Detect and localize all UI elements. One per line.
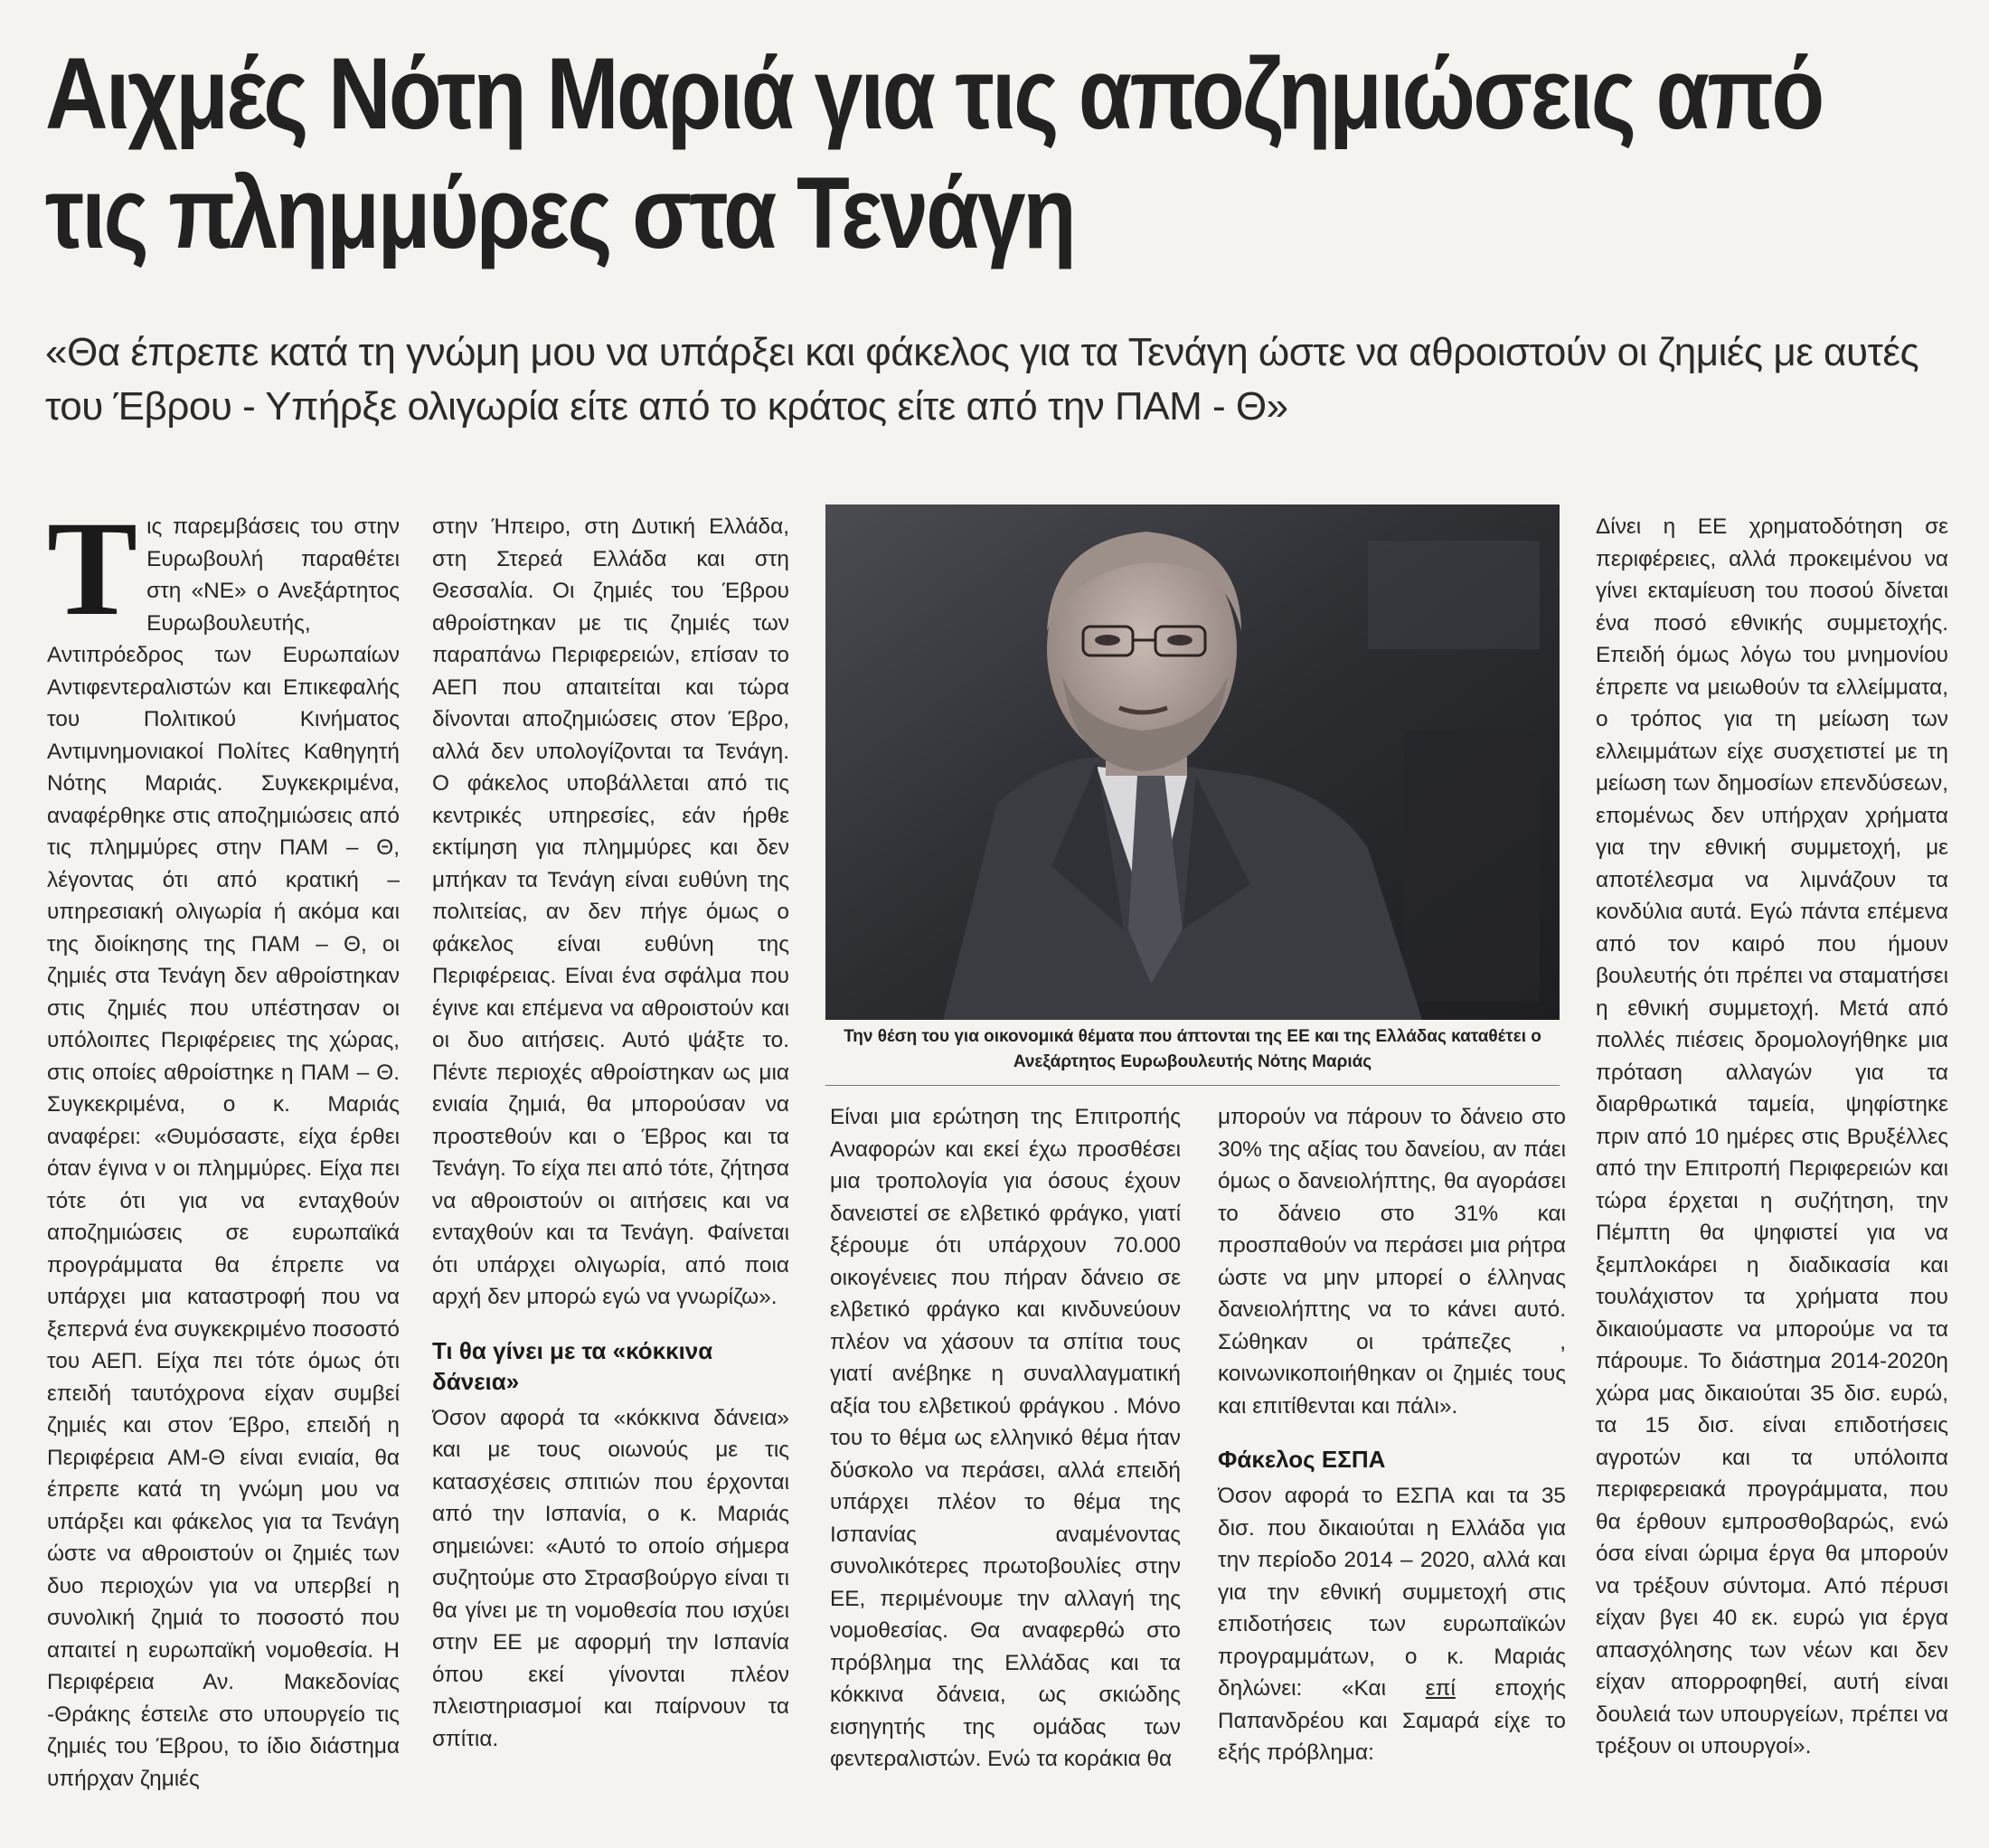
column-3-paragraph: Είναι μια ερώτηση της Επιτροπής Αναφορών και εκεί έχω προσθέσει μια τροπολογία για όσους έχουν δανειστεί σε ελβετικό φράγκο, γιατί ξέρουμε ότι υπάρχουν 70.000 οικογένειες που πήραν δάνειο σε ελβετικό φράγκο και κινδυνεύουν πλέον να χάσουν τα σπίτια τους γιατί ανέβηκε η συναλλαγματική αξία του ελβετικού φράγκου . Μόνο του το θέμα ως ελληνικό θέμα ήταν δύσκολο να περάσει, αλλά επειδή υπάρχει πλέον το θέμα της Ισπανίας αναμένοντας συνολικότερες πρωτοβουλίες στην ΕΕ, περιμένουμε την αλλαγή της νομοθεσίας. Θα αναφερθώ στο πρόβλημα της Ελλάδας και τα κόκκινα δάνεια, ως σκιώδης εισηγητής της ομάδας των φεντεραλιστών. Ενώ τα κοράκια θα [830,1105,1181,1771]
espa-paragraph [1218,1480,1566,1769]
espa-underlined-word: επί [1425,1676,1456,1701]
espa-text-end: εποχής Παπανδρέου και Σαμαρά είχε το εξής πρόβλημα: [1218,1676,1566,1765]
portrait-photo-icon [825,504,1560,1020]
lead-text: ις παρεμβάσεις του στην Ευρωβουλή παραθέτει στη «ΝΕ» ο Ανεξάρτητος Ευρωβουλευτής, Αντιπρόεδρος των Ευρωπαίων Αντιφεντεραλιστών και Επικεφαλής του Πολιτικού Κινήματος Αντιμνημονιακοί Πολίτες Καθηγητή Νότης Μαριάς. Συγκεκριμένα, αναφέρθηκε στις αποζημιώσεις από τις πλημμύρες στην ΠΑΜ – Θ, λέγοντας ότι από κρατική – υπηρεσιακή ολιγωρία ή ακόμα και της διοίκησης της ΠΑΜ – Θ, οι ζημιές στα Τενάγη δεν αθροίστηκαν στις ζημιές που υπέστησαν οι υπόλοιπες Περιφέρειες της χώρας, στις οποίες αθροίστηκε η ΠΑΜ – Θ. Συγκεκριμένα, ο κ. Μαριάς αναφέρει: «Θυμόσαστε, είχα έρθει όταν έγινα ν οι πλημμύρες. Είχα πει τότε ότι για να ενταχθούν αποζημιώσεις σε ευρωπαϊκά προγράμματα θα έπρεπε να υπάρχει μια καταστροφή που να ξεπερνά ένα συγκεκριμένο ποσοστό του ΑΕΠ. Είχα πει τότε όμως ότι επειδή ταυτόχρονα είχαν συμβεί ζημιές και στον Έβρο, επειδή η Περιφέρεια ΑΜ-Θ είναι ενιαία, θα έπρεπε κατά τη γνώμη μου να υπάρξει και φάκελος για τα Τενάγη ώστε να αθροιστούν οι ζημιές των δυο περιοχών για να υπερβεί η συνολική ζημιά το ποσοστό που απαιτεί η ευρωπαϊκή νομοθεσία. Η Περιφέρεια Αν. Μακεδονίας -Θράκης έστειλε στο υπουργείο τις ζημιές του Έβρου, το ίδιο διάστημα υπήρχαν ζημιές [47,514,400,1791]
photo-illustration [825,504,1560,1020]
lead-paragraph [47,511,400,1795]
red-loans-paragraph: Όσον αφορά τα «κόκκινα δάνεια» και με τους οιωνούς με τις κατασχέσεις σπιτιών που έρχονται από την Ισπανία, ο κ. Μαριάς σημειώνει: «Αυτό το οποίο σήμερα συζητούμε στο Στρασβούργο είναι τι θα γίνει με τη νομοθεσία που ισχύει στην ΕΕ με αφορμή την Ισπανία όπου εκεί γίνονται πλέον πλειστηριασμοί και παίρνουν τα σπίτια. [432,1405,789,1751]
espa-text-start: Όσον αφορά το ΕΣΠΑ και τα 35 δισ. που δικαιούται η Ελλάδα για την περίοδο 2014 – 2020, αλλά και για την εθνική συμμετοχή στις επιδοτήσεις των ευρωπαϊκών προγραμμάτων, ο κ. Μαριάς δηλώνει: «Και [1218,1484,1566,1701]
drop-cap: Τ [47,511,138,644]
column-2-paragraph: στην Ήπειρο, στη Δυτική Ελλάδα, στη Στερεά Ελλάδα και στη Θεσσαλία. Οι ζημιές του Έβρου αθροίστηκαν με τις ζημιές των παραπάνω Περιφερειών, επίσαν το ΑΕΠ που απαιτείται και τώρα δίνονται αποζημιώσεις στον Έβρο, αλλά δεν υπολογίζονται τα Τενάγη. Ο φάκελος υποβάλλεται από τις κεντρικές υπηρεσίες, εάν ήρθε εκτίμηση για πλημμύρες και δεν μπήκαν τα Τενάγη είναι ευθύνη της πολιτείας, αν δεν πήγε όμως ο φάκελος είναι ευθύνη της Περιφέρειας. Είναι ένα σφάλμα που έγινε και επέμενα να αθροιστούν και οι δυο αιτήσεις. Αυτό ψάξτε το. Πέντε περιοχές αθροίστηκαν ως μια ενιαία ζημιά, θα μπορούσαν να προστεθούν και ο Έβρος και τα Τενάγη. Το είχα πει από τότε, ζήτησα να αθροιστούν οι αιτήσεις και να ενταχθούν και τα Τενάγη. Φαίνεται ότι υπάρχει ολιγωρία, από ποια αρχή δεν μπορώ εγώ να γνωρίζω». [432,514,789,1309]
column-5 [1596,511,1948,1817]
photo-caption: Την θέση του για οικονομικά θέματα που άπτονται της ΕΕ και της Ελλάδας καταθέτει ο Ανεξάρτητος Ευρωβουλευτής Νότης Μαριάς [844,1027,1541,1071]
subtitle-espa-file: Φάκελος ΕΣΠΑ [1218,1446,1386,1473]
headline: Αιχμές Νότη Μαριά για τις αποζημιώσεις από τις πλημμύρες στα Τενάγη [45,37,1823,269]
column-4-paragraph: μπορούν να πάρουν το δάνειο στο 30% της αξίας του δανείου, αν πάει όμως ο δανειολήπτης, θα αγοράσει το δάνειο στο 31% και προσπαθούν να περάσει μια ρήτρα ώστε να μην μπορεί ο έλληνας δανειολήπτης να το κάνει αυτό. Σώθηκαν οι τράπεζες , κοινωνικοποιήθηκαν οι ζημιές τους και επιτίθενται και πάλι». [1218,1105,1566,1419]
column-3 [830,1101,1181,1815]
subtitle-red-loans: Τι θα γίνει με τα «κόκκινα δάνεια» [432,1336,713,1395]
subheadline: «Θα έπρεπε κατά τη γνώμη μου να υπάρξει και φάκελος για τα Τενάγη ώστε να αθροιστούν οι ζημιές με αυτές του Έβρου - Υπήρξε ολιγωρία είτε από το κράτος είτε από την ΠΑΜ - Θ» [45,330,1919,429]
caption-divider [825,1085,1560,1086]
column-4 [1218,1101,1566,1815]
column-2 [432,511,789,1817]
column-1 [47,511,400,1817]
column-5-paragraph: Δίνει η ΕΕ χρηματοδότηση σε περιφέρειες, αλλά προκειμένου να γίνει εκταμίευση του ποσού δίνεται ένα ποσό εθνικής συμμετοχής. Επειδή όμως λόγω του μνημονίου έπρεπε να μειωθούν τα ελλείμματα, ο τρόπος για τη μείωση των ελλειμμάτων είχε συσχετιστεί με τη μείωση των δημοσίων επενδύσεων, επομένως δεν υπήρχαν χρήματα για την εθνική συμμετοχή, με αποτέλεσμα να λιμνάζουν τα κονδύλια αυτά. Εγώ πάντα επέμενα από τον καιρό που ήμουν βουλευτής ότι πρέπει να σταματήσει η εθνική συμμετοχή. Μετά από πολλές πιέσεις δρομολογήθηκε μια πρόταση αλλαγών για τα διαρθρωτικά ταμεία, ψηφίστηκε πριν από 10 ημέρες στις Βρυξέλλες από την Επιτροπή Περιφερειών και τώρα έρχεται η συζήτηση, την Πέμπτη θα ψηφιστεί για να ξεμπλοκάρει η διαδικασία και τουλάχιστον τα χρήματα που δικαιούμαστε να μπορούμε να τα πάρουμε. Το διάστημα 2014-2020η χώρα μας δικαιούται 35 δισ. ευρώ, τα 15 δισ. είναι επιδοτήσεις αγροτών και τα υπόλοιπα περιφερειακά προγράμματα, που θα έρθουν εμπροσθοβαρώς, ενώ όσα είναι ώριμα έργα θα μπορούν να τρέξουν σύντομα. Από πέρυσι είχαν βγει 40 εκ. ευρώ για έργα απασχόλησης των νέων και δεν είχαν απορροφηθεί, αυτή είναι δουλειά των υπουργείων, πρέπει να τρέξουν οι υπουργοί». [1596,514,1948,1758]
